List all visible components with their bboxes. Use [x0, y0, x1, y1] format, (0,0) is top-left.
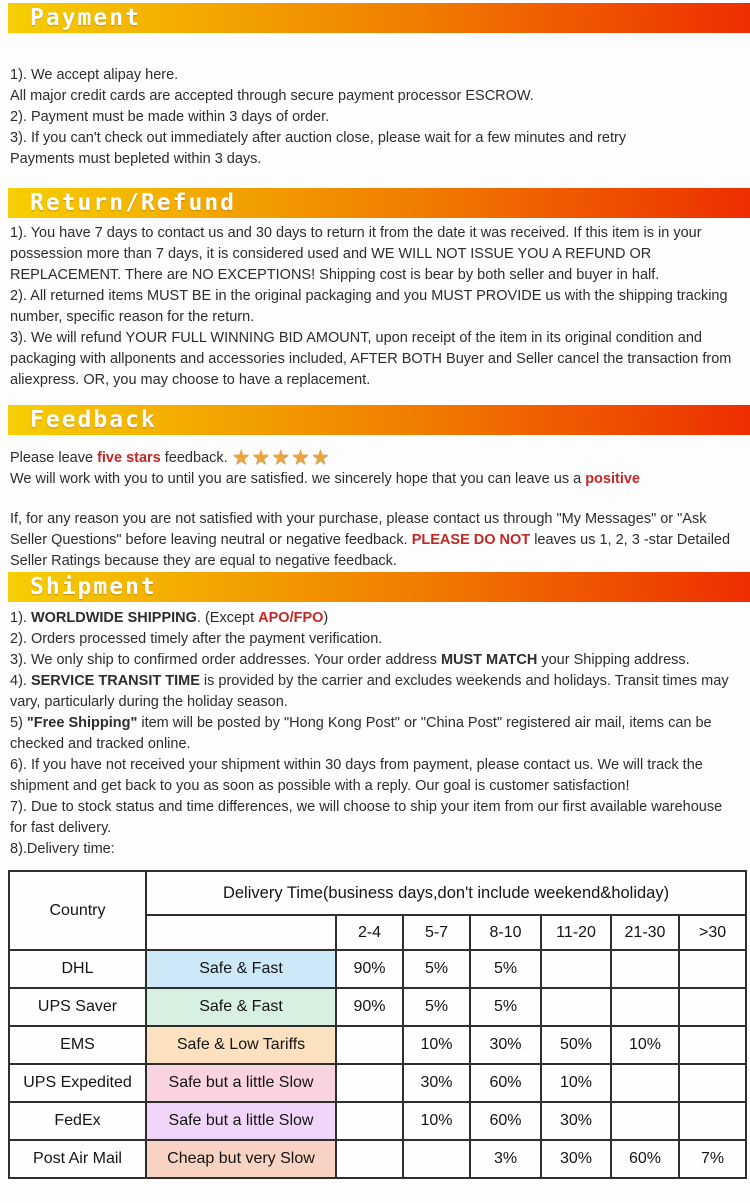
- payment-line: 2). Payment must be made within 3 days of order.: [10, 109, 330, 125]
- return-refund-paragraph: 3). We will refund YOUR FULL WINNING BID AMOUNT, upon receipt of the item in its original condition and packaging with allponents and accessories included, AFTER BOTH Buyer and Seller cancel the transaction from aliexpress. OR, you may choose to have a replacement.: [10, 330, 732, 388]
- country-column-header: Country: [9, 871, 146, 950]
- must-match-emphasis: MUST MATCH: [440, 652, 538, 668]
- delivery-percentage-cell: [611, 988, 679, 1026]
- shipment-text: is provided by the carrier and excludes weekends and holidays. Transit times may vary, particularly during the holiday season.: [10, 673, 729, 710]
- delivery-percentage-cell: 7%: [679, 1140, 746, 1178]
- shipment-text: item will be posted by "Hong Kong Post" or "China Post" registered air mail, items can be checked and tracked online.: [10, 715, 712, 752]
- delivery-time-table-wrapper: [8, 870, 745, 1179]
- five-stars-emphasis: five stars: [97, 450, 161, 466]
- delivery-percentage-cell: 5%: [403, 950, 470, 988]
- description-column-header: [146, 915, 336, 950]
- delivery-percentage-cell: [679, 1064, 746, 1102]
- return-refund-paragraph: 1). You have 7 days to contact us and 30 days to return it from the date it was received. If this item is in your possession more than 7 days, it is considered used and WE WILL NOT ISSUE YOU A REFUND OR REPLACEMENT. There are NO EXCEPTIONS! Shipping cost is bear by both seller and buyer in half.: [10, 225, 702, 283]
- delivery-percentage-cell: [679, 950, 746, 988]
- delivery-percentage-cell: 10%: [403, 1102, 470, 1140]
- delivery-percentage-cell: 30%: [541, 1102, 611, 1140]
- delivery-percentage-cell: [336, 1064, 403, 1102]
- shipment-text: 4).: [10, 673, 31, 689]
- return-refund-section-header: [8, 188, 750, 218]
- shipment-text: . (Except: [196, 610, 259, 626]
- apo-fpo-emphasis: APO/FPO: [258, 610, 324, 626]
- feedback-text: If, for any reason you are not satisfied with your purchase, please contact us through "My Messages" or "Ask Seller Questions" before leaving neutral or negative feedback.: [10, 511, 707, 548]
- service-description-cell: Safe but a little Slow: [146, 1064, 336, 1102]
- service-transit-time-emphasis: SERVICE TRANSIT TIME: [30, 673, 200, 689]
- delivery-percentage-cell: [541, 988, 611, 1026]
- delivery-percentage-cell: 60%: [470, 1064, 541, 1102]
- table-row: [9, 988, 746, 1026]
- shipment-line: 8).Delivery time:: [10, 841, 115, 857]
- delivery-percentage-cell: 60%: [470, 1102, 541, 1140]
- delivery-percentage-cell: 5%: [403, 988, 470, 1026]
- feedback-text: We will work with you to until you are satisfied. we sincerely hope that you can leave us a: [10, 471, 586, 487]
- table-row: [9, 1102, 746, 1140]
- feedback-paragraph: [10, 509, 740, 572]
- delivery-percentage-cell: 50%: [541, 1026, 611, 1064]
- delivery-percentage-cell: [336, 1102, 403, 1140]
- delivery-percentage-cell: 3%: [470, 1140, 541, 1178]
- seller-policy-page: [0, 3, 750, 1203]
- worldwide-shipping-emphasis: WORLDWIDE SHIPPING: [30, 610, 197, 626]
- return-refund-paragraph: 2). All returned items MUST BE in the original packaging and you MUST PROVIDE us with the shipping tracking number, specific reason for the return.: [10, 288, 728, 325]
- feedback-text: Please leave: [10, 450, 98, 466]
- carrier-cell: DHL: [9, 950, 146, 988]
- shipment-section-title: Shipment: [30, 574, 157, 600]
- delivery-percentage-cell: [611, 950, 679, 988]
- feedback-line: [10, 469, 740, 490]
- carrier-cell: FedEx: [9, 1102, 146, 1140]
- table-row: [9, 1064, 746, 1102]
- table-row: [9, 1026, 746, 1064]
- delivery-percentage-cell: [541, 950, 611, 988]
- service-description-cell: Cheap but very Slow: [146, 1140, 336, 1178]
- positive-emphasis: positive: [585, 471, 640, 487]
- service-description-cell: Safe & Fast: [146, 988, 336, 1026]
- delivery-table-body: [9, 950, 746, 1178]
- delivery-percentage-cell: 10%: [541, 1064, 611, 1102]
- feedback-line: [10, 447, 740, 469]
- please-do-not-emphasis: PLEASE DO NOT: [411, 532, 531, 548]
- shipment-section-body: [0, 608, 750, 860]
- shipment-line: 7). Due to stock status and time differences, we will choose to ship your item from our first available warehouse for fast delivery.: [10, 799, 723, 836]
- payment-line: All major credit cards are accepted through secure payment processor ESCROW.: [10, 88, 534, 104]
- delivery-percentage-cell: 5%: [470, 988, 541, 1026]
- delivery-percentage-cell: [679, 988, 746, 1026]
- delivery-time-column-header: Delivery Time(business days,don't include weekend&holiday): [146, 871, 746, 915]
- shipment-text: your Shipping address.: [537, 652, 690, 668]
- service-description-cell: Safe & Low Tariffs: [146, 1026, 336, 1064]
- delivery-percentage-cell: 30%: [403, 1064, 470, 1102]
- delivery-percentage-cell: [611, 1064, 679, 1102]
- range-header: >30: [679, 915, 746, 950]
- range-header: 8-10: [470, 915, 541, 950]
- delivery-percentage-cell: 30%: [541, 1140, 611, 1178]
- payment-section-title: Payment: [30, 5, 141, 31]
- delivery-percentage-cell: [403, 1140, 470, 1178]
- carrier-cell: UPS Saver: [9, 988, 146, 1026]
- delivery-percentage-cell: 10%: [403, 1026, 470, 1064]
- shipment-text: ): [323, 610, 329, 626]
- feedback-section-title: Feedback: [30, 407, 157, 433]
- feedback-text: leaves us 1, 2, 3 -star Detailed Seller Ratings because they are equal to negative feedback.: [10, 532, 731, 569]
- shipment-text: 5): [10, 715, 27, 731]
- table-row: [9, 950, 746, 988]
- payment-line: 1). We accept alipay here.: [10, 67, 179, 83]
- payment-section-body: [0, 65, 750, 170]
- delivery-percentage-cell: [679, 1102, 746, 1140]
- service-description-cell: Safe but a little Slow: [146, 1102, 336, 1140]
- shipment-line: 6). If you have not received your shipment within 30 days from payment, please contact us. We will track the shipment and get back to you as soon as possible with a reply. Our goal is customer satisfaction!: [10, 757, 703, 794]
- shipment-line: 2). Orders processed timely after the payment verification.: [10, 631, 383, 647]
- delivery-percentage-cell: [336, 1026, 403, 1064]
- delivery-percentage-cell: [611, 1102, 679, 1140]
- delivery-percentage-cell: [679, 1026, 746, 1064]
- delivery-percentage-cell: 60%: [611, 1140, 679, 1178]
- shipment-section-header: [8, 572, 750, 602]
- return-refund-section-body: [0, 223, 750, 391]
- feedback-section-body: [0, 447, 750, 572]
- delivery-percentage-cell: 90%: [336, 988, 403, 1026]
- delivery-percentage-cell: 5%: [470, 950, 541, 988]
- carrier-cell: Post Air Mail: [9, 1140, 146, 1178]
- range-header: 21-30: [611, 915, 679, 950]
- five-stars-icon: ★★★★★: [231, 446, 331, 469]
- shipment-text: 3). We only ship to confirmed order addresses. Your order address: [10, 652, 441, 668]
- payment-section-header: [8, 3, 750, 33]
- service-description-cell: Safe & Fast: [146, 950, 336, 988]
- carrier-cell: UPS Expedited: [9, 1064, 146, 1102]
- feedback-text: feedback.: [160, 450, 232, 466]
- free-shipping-emphasis: "Free Shipping": [26, 715, 138, 731]
- shipment-line: [10, 671, 740, 713]
- range-header: 2-4: [336, 915, 403, 950]
- return-refund-section-title: Return/Refund: [30, 190, 237, 216]
- delivery-percentage-cell: 90%: [336, 950, 403, 988]
- delivery-percentage-cell: 30%: [470, 1026, 541, 1064]
- delivery-percentage-cell: [336, 1140, 403, 1178]
- feedback-section-header: [8, 405, 750, 435]
- shipment-line: [10, 650, 740, 671]
- delivery-percentage-cell: 10%: [611, 1026, 679, 1064]
- delivery-time-table: [8, 870, 747, 1179]
- carrier-cell: EMS: [9, 1026, 146, 1064]
- payment-line: Payments must bepleted within 3 days.: [10, 151, 262, 167]
- shipment-line: [10, 608, 740, 629]
- shipment-text: 1).: [10, 610, 31, 626]
- shipment-line: [10, 713, 740, 755]
- range-header: 5-7: [403, 915, 470, 950]
- payment-line: 3). If you can't check out immediately after auction close, please wait for a few minutes and retry: [10, 130, 627, 146]
- table-row: [9, 1140, 746, 1178]
- range-header: 11-20: [541, 915, 611, 950]
